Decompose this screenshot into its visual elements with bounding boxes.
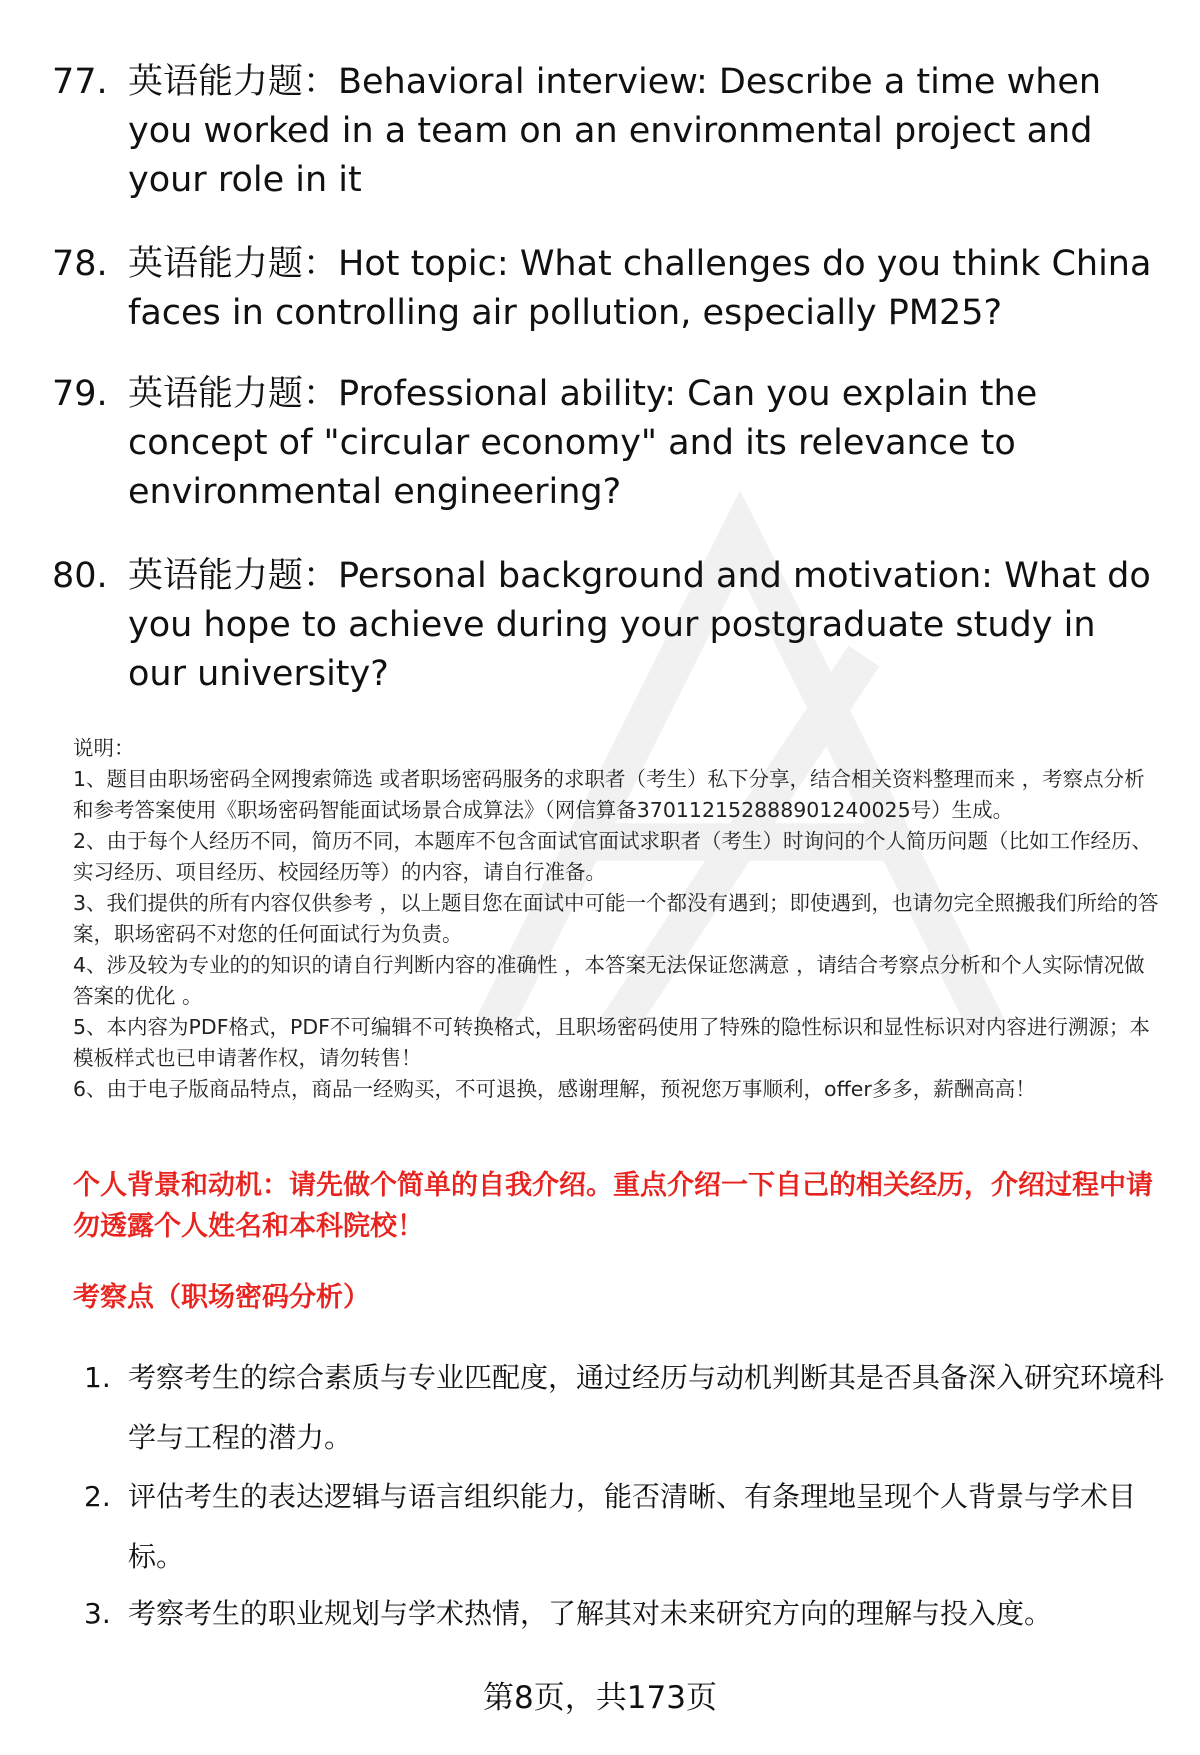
item-text: 考察考生的职业规划与学术热情，了解其对未来研究方向的理解与投入度。 — [128, 1597, 1053, 1630]
note-item: 1、题目由职场密码全网搜索筛选 或者职场密码服务的求职者（考生）私下分享，结合相关资料整理而来 ，考察点分析和参考答案使用《职场密码智能面试场景合成算法》（网信算备370112152888901240025号）生成。 — [73, 767, 1145, 822]
question-number: 79. — [52, 374, 108, 414]
question-heading: 个人背景和动机：请先做个简单的自我介绍。重点介绍一下自己的相关经历，介绍过程中请勿透露个人姓名和本科院校！ — [73, 1170, 1153, 1242]
question-number: 78. — [52, 244, 108, 284]
question-80 — [52, 552, 1162, 699]
analysis-item — [84, 1467, 1164, 1587]
note-item: 4、涉及较为专业的的知识的请自行判断内容的准确性 ，本答案无法保证您满意 ，请结合考察点分析和个人实际情况做答案的优化 。 — [73, 953, 1145, 1008]
analysis-heading: 考察点（职场密码分析） — [73, 1282, 370, 1313]
item-text: 考察考生的综合素质与专业匹配度，通过经历与动机判断其是否具备深入研究环境科学与工程的潜力。 — [128, 1361, 1165, 1454]
disclaimer-notes — [73, 733, 1163, 1105]
item-number: 1. — [84, 1361, 111, 1394]
page-number: 第8页，共173页 — [483, 1680, 717, 1716]
question-number: 77. — [52, 62, 108, 102]
note-item: 6、由于电子版商品特点，商品一经购买，不可退换，感谢理解，预祝您万事顺利，offer多多，薪酬高高！ — [73, 1077, 1036, 1101]
question-text: 英语能力题：Personal background and motivation: What do you hope to achieve during your postgraduate study in our university? — [128, 556, 1151, 694]
note-item: 2、由于每个人经历不同，简历不同，本题库不包含面试官面试求职者（考生）时询问的个人简历问题（比如工作经历、实习经历、项目经历、校园经历等）的内容，请自行准备。 — [73, 829, 1153, 884]
question-77 — [52, 58, 1162, 205]
question-number: 80. — [52, 556, 108, 596]
item-number: 3. — [84, 1597, 111, 1630]
note-item: 3、我们提供的所有内容仅供参考 ，以上题目您在面试中可能一个都没有遇到；即使遇到，也请勿完全照搬我们所给的答案，职场密码不对您的任何面试行为负责。 — [73, 891, 1159, 946]
question-79 — [52, 370, 1162, 517]
note-item: 5、本内容为PDF格式，PDF不可编辑不可转换格式，且职场密码使用了特殊的隐性标识和显性标识对内容进行溯源；本模板样式也已申请著作权，请勿转售！ — [73, 1015, 1150, 1070]
question-text: 英语能力题：Professional ability: Can you explain the concept of "circular economy" and its relevance to environmental engineering? — [128, 374, 1038, 512]
question-text: 英语能力题：Behavioral interview: Describe a time when you worked in a team on an environmental project and your role in it — [128, 62, 1102, 200]
question-text: 英语能力题：Hot topic: What challenges do you think China faces in controlling air pollution, especially PM25? — [128, 244, 1152, 333]
analysis-item — [84, 1348, 1164, 1468]
notes-title: 说明： — [73, 736, 135, 760]
analysis-item — [84, 1584, 1164, 1644]
item-number: 2. — [84, 1480, 111, 1513]
question-78 — [52, 240, 1162, 338]
item-text: 评估考生的表达逻辑与语言组织能力，能否清晰、有条理地呈现个人背景与学术目标。 — [128, 1480, 1137, 1573]
